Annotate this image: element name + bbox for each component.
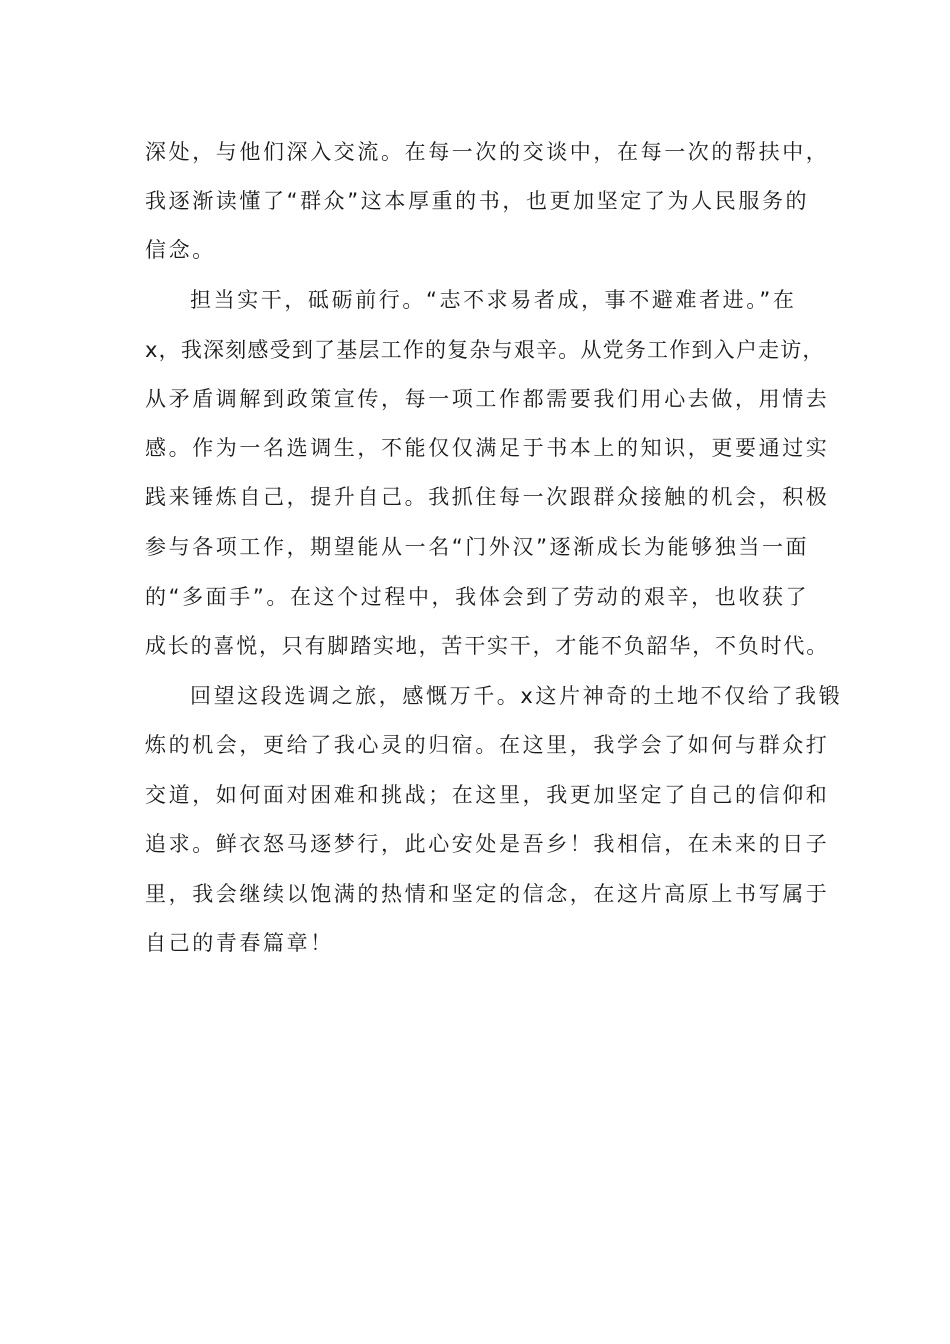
text-line: 从矛盾调解到政策宣传，每一项工作都需要我们用心去做，用情去	[145, 387, 830, 411]
text-line: 里，我会继续以饱满的热情和坚定的信念，在这片高原上书写属于	[145, 882, 830, 906]
text-line: 的“多面手”。在这个过程中，我体会到了劳动的艰辛，也收获了	[145, 585, 810, 609]
text-line: 深处，与他们深入交流。在每一次的交谈中，在每一次的帮扶中，	[145, 140, 830, 164]
paragraph-start-line: 回望这段选调之旅，感慨万千。x这片神奇的土地不仅给了我锻	[190, 684, 843, 708]
text-line: 感。作为一名选调生，不能仅仅满足于书本上的知识，更要通过实	[145, 436, 830, 460]
text-line: 我逐渐读懂了“群众”这本厚重的书，也更加坚定了为人民服务的	[145, 189, 810, 213]
text-line: 追求。鲜衣怒马逐梦行，此心安处是吾乡！我相信，在未来的日子	[145, 832, 830, 856]
text-line: 自己的青春篇章！	[145, 931, 334, 955]
text-line: 参与各项工作，期望能从一名“门外汉”逐渐成长为能够独当一面	[145, 535, 810, 559]
text-line: 信念。	[145, 238, 216, 262]
text-line: 炼的机会，更给了我心灵的归宿。在这里，我学会了如何与群众打	[145, 733, 830, 757]
text-line: 成长的喜悦，只有脚踏实地，苦干实干，才能不负韶华，不负时代。	[145, 634, 829, 658]
paragraph-start-line: 担当实干，砥砺前行。“志不求易者成，事不避难者进。”在	[190, 288, 797, 312]
text-line: 交道，如何面对困难和挑战；在这里，我更加坚定了自己的信仰和	[145, 783, 830, 807]
text-line: 践来锤炼自己，提升自己。我抓住每一次跟群众接触的机会，积极	[145, 485, 830, 509]
text-line: x，我深刻感受到了基层工作的复杂与艰辛。从党务工作到入户走访，	[145, 338, 825, 362]
